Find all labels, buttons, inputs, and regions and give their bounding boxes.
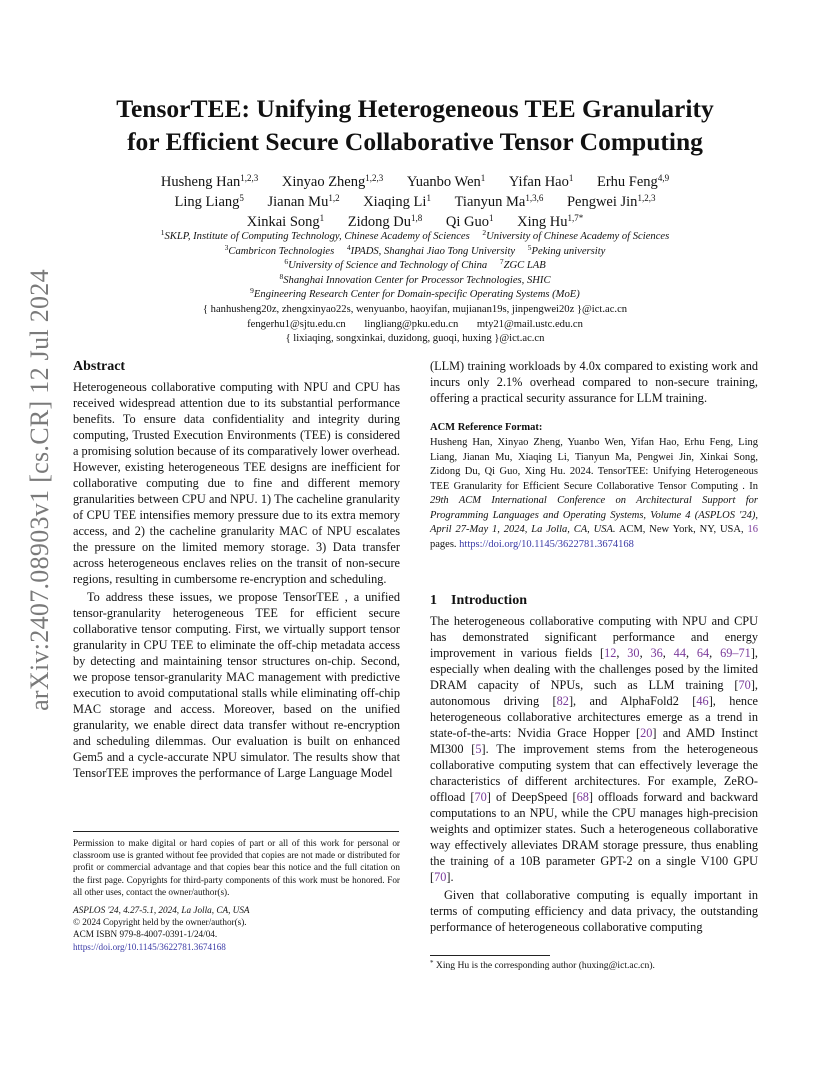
author: Xing $Hu^{1,7*}$	[517, 213, 584, 230]
copyright-line: © 2024 Copyright held by the owner/author(s).	[73, 917, 247, 928]
citation-link[interactable]: 70	[434, 870, 447, 884]
introduction-heading: 1 Introduction	[430, 593, 527, 608]
affiliation: $^7$ZGC LAB	[499, 257, 546, 271]
abstract-paragraph-1: Heterogeneous collaborative computing with NPU and CPU has received widespread attention due to its substantial performance benefits. To ensure data confidentiality and integrity during computing, Trusted Execution Environments (TEE) is considered a promising solution because of its comparatively lower overhead. However, existing heterogeneous TEE designs are inefficient for collaborative computing due to fine and different memory granularities between CPU and NPU. 1) The cacheline granularity of CPU TEE intensifies memory pressure due to its extra memory access, and 2) the cacheline granularity MAC of NPU escalates the pressure on the limited memory storage. 3) Data transfer across heterogeneous enclaves relies on the transit of non-secure regions, resulting in cumbersome re-encryption and scheduling.	[73, 380, 400, 586]
author-list	[100, 172, 730, 232]
footnote-rule	[430, 955, 550, 956]
affiliation: $^8$Shanghai Innovation Center for Processor Technologies, SHIC	[279, 271, 551, 286]
right-column	[430, 358, 758, 935]
citation-link[interactable]: 36	[650, 646, 663, 660]
acm-reference: Husheng Han, Xinyao Zheng, Yuanbo Wen, Yifan Hao, Erhu Feng, Ling Liang, Jianan Mu, Xiaqing Li, Tianyun Ma, Pengwei Jin, Xinkai Song, Zidong Du, Qi Guo, Xing Hu. 2024. TensorTEE: Unifying Heterogeneous TEE Granularity for Efficient Secure Collaborative Tensor Computing . In 29th ACM International Conference on Architectural Support for Programming Languages and Operating Systems, Volume 4 (ASPLOS '24), April 27-May 1, 2024, La Jolla, CA, USA. ACM, New York, NY, USA, 16 pages. https://doi.org/10.1145/3622781.3674168	[430, 437, 758, 550]
email: lingliang@pku.edu.cn	[364, 318, 459, 330]
paper-title	[70, 92, 760, 158]
abstract-paragraph-2: To address these issues, we propose TensorTEE , a unified tensor-granularity heterogeneous TEE for efficient secure collaborative tensor computing. First, we virtually support tensor granularity in CPU TEE to eliminate the off-chip metadata access by detecting and maintaining tensor structures on-chip. Second, we propose tensor-granularity MAC management with predictive execution to avoid computational stalls while eliminating off-chip MAC storage and access. Moreover, based on the unified granularity, we enable direct data transfer without re-encryption and scheduling dilemmas. Our evaluation is built on enhanced Gem5 and a cycle-accurate NPU simulator. The results show that TensorTEE improves the performance of Large Language Model	[73, 590, 400, 780]
isbn-line: ACM ISBN 979-8-4007-0391-1/24/04.	[73, 929, 218, 940]
author: Xiaqing Li$^1$	[363, 193, 431, 210]
arxiv-stamp	[22, 269, 58, 711]
citation-link[interactable]: 44	[673, 646, 686, 660]
citation-link[interactable]: 30	[627, 646, 640, 660]
affiliation: $^6$University of Science and Technology of China	[284, 257, 488, 271]
affiliation: $^5$Peking university	[527, 242, 606, 257]
affiliation-list	[80, 230, 750, 303]
citation-link[interactable]: 82	[556, 694, 569, 708]
footnote-divider	[73, 831, 399, 832]
author: Tianyun Ma$^{1,3,6}$	[454, 193, 544, 210]
left-column	[73, 358, 400, 781]
author: Jianan Mu$^{1,2}$	[267, 193, 340, 210]
email-line-3: { lixiaqing, songxinkai, duzidong, guoqi, huxing }@ict.ac.cn	[285, 333, 545, 344]
citation-link[interactable]: 68	[576, 790, 589, 804]
citation-link[interactable]: 70	[738, 678, 751, 692]
author: Zidong Du$^{1,8}$	[347, 213, 423, 230]
citation-link[interactable]: 12	[604, 646, 617, 660]
author: Ling Liang$^5$	[174, 193, 244, 210]
affiliation: $^4$IPADS, Shanghai Jiao Tong University	[346, 242, 516, 257]
affiliation: $^1$SKLP, Institute of Computing Technology, Chinese Academy of Sciences	[160, 228, 470, 242]
affiliation: $^3$Cambricon Technologies	[224, 242, 335, 257]
citation-link[interactable]: 64	[696, 646, 710, 660]
corresponding-author-footnote: * Xing Hu is the corresponding author (huxing@ict.ac.cn).	[430, 959, 655, 971]
email: fengerhu1@sjtu.edu.cn	[247, 318, 346, 330]
permission-block	[73, 837, 400, 953]
conference-line: ASPLOS '24, 4.27-5.1, 2024, La Jolla, CA, USA	[73, 905, 250, 916]
acm-reference-heading: ACM Reference Format:	[430, 422, 543, 433]
permission-text: Permission to make digital or hard copies of part or all of this work for personal or classroom use is granted without fee provided that copies are not made or distributed for profit or commercial advantage and that copies bear this notice and the full citation on the first page. Copyrights for third-party components of this work must be honored. For all other uses, contact the owner/author(s).	[73, 838, 400, 897]
permission-doi-link[interactable]: https://doi.org/10.1145/3622781.3674168	[73, 941, 226, 952]
introduction-paragraph-1: The heterogeneous collaborative computing with NPU and CPU has demonstrated significant performance and energy improvement in various fields [12, 30, 36, 44, 64, 69–71], especially when dealing with the challenges posed by the limited DRAM capacity of NPUs, such as LLM training [70], autonomous driving [82], and AlphaFold2 [46], hence heterogeneous collaborative architectures emerge as a trend in state-of-the-arts: Nvidia Grace Hopper [20] and AMD Instinct MI300 [5]. The improvement stems from the heterogeneous collaborative computing system that can effectively leverage the characteristics of different architectures. For example, ZeRO-offload [70] of DeepSpeed [68] offloads forward and backward computations to an NPU, while the CPU manages high-precision weights and optimizer states. Such a heterogeneous collaborative way effectively alleviates DRAM storage pressure, thus enabling the training of a 10B parameter GPT-2 on a single V100 GPU [70].	[430, 614, 758, 884]
affiliation: $^2$University of Chinese Academy of Sciences	[482, 228, 670, 242]
email: mty21@mail.ustc.edu.cn	[476, 318, 583, 330]
author: Pengwei Jin$^{1,2,3}$	[566, 193, 656, 210]
citation-link[interactable]: 46	[696, 694, 709, 708]
abstract-paragraph-3: (LLM) training workloads by 4.0x compared to existing work and incurs only 2.1% overhead compared to non-secure training, offering a practical security assurance for LLM training.	[430, 359, 758, 405]
citation-link[interactable]: 69–71	[720, 646, 751, 660]
email-list	[80, 303, 750, 347]
author: Xinyao Zheng$^{1,2,3}$	[281, 173, 384, 190]
author: Yifan Hao$^1$	[508, 173, 574, 190]
acm-doi-link[interactable]: https://doi.org/10.1145/3622781.3674168	[459, 538, 634, 550]
author: Qi Guo$^1$	[445, 213, 494, 230]
citation-link[interactable]: 20	[640, 726, 653, 740]
abstract-heading: Abstract	[73, 359, 126, 374]
author: Xinkai Song$^1$	[246, 213, 325, 230]
author: Husheng Han$^{1,2,3}$	[160, 173, 259, 190]
author: Erhu Feng$^{4,9}$	[597, 173, 670, 190]
introduction-paragraph-2: Given that collaborative computing is equally important in terms of computing efficiency and data privacy, the outstanding performance of heterogeneous collaborative computing	[430, 888, 758, 934]
citation-link[interactable]: 70	[474, 790, 487, 804]
citation-link[interactable]: 5	[475, 742, 482, 756]
title-line-2: for Efficient Secure Collaborative Tensor Computing	[127, 127, 703, 156]
arxiv-stamp-text: arXiv:2407.08903v1 [cs.CR] 12 Jul 2024	[25, 269, 55, 711]
email-line-1: { hanhusheng20z, zhengxinyao22s, wenyuanbo, haoyifan, mujianan19s, jinpengwei20z }@ict.ac.cn	[202, 304, 628, 315]
title-line-1: TensorTEE: Unifying Heterogeneous TEE Granularity	[116, 94, 714, 123]
affiliation: $^9$Engineering Research Center for Domain-specific Operating Systems (MoE)	[250, 286, 580, 300]
author: Yuanbo Wen$^1$	[406, 173, 486, 190]
